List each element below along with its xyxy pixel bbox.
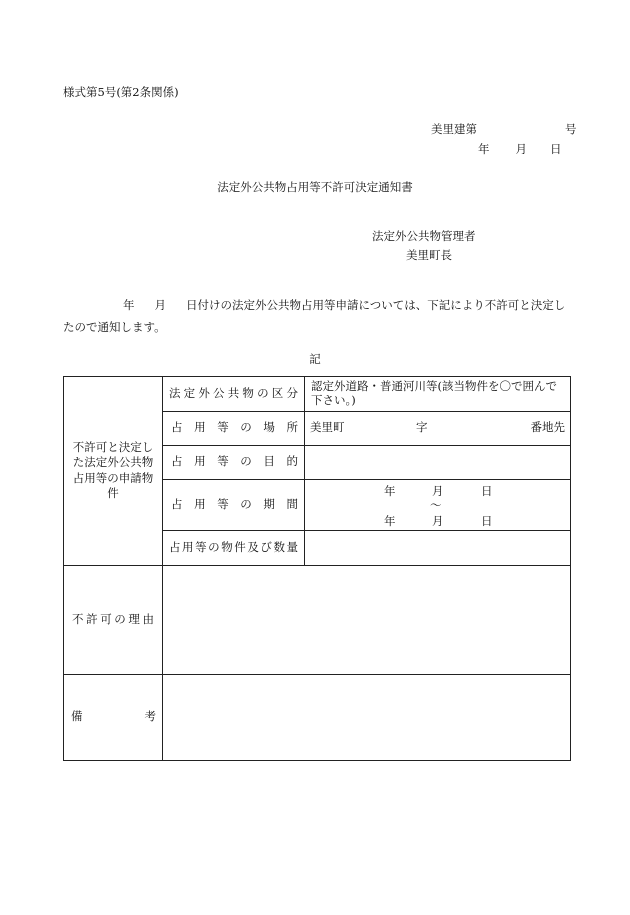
body-year: 年 bbox=[123, 298, 135, 312]
period-start-day: 日 bbox=[481, 483, 493, 498]
remarks-value[interactable] bbox=[163, 674, 571, 760]
purpose-label: 占用等の目的 bbox=[163, 445, 305, 479]
issuer-name: 美里町長 bbox=[406, 248, 452, 262]
period-value[interactable] bbox=[305, 479, 571, 530]
category-value: 認定外道路・普通河川等(該当物件を〇で囲んで下さい。) bbox=[305, 377, 571, 412]
reference-suffix: 号 bbox=[565, 122, 577, 136]
period-end-year: 年 bbox=[384, 513, 396, 528]
issue-date-day: 日 bbox=[550, 142, 562, 156]
form-number: 様式第5号(第2条関係) bbox=[63, 85, 179, 99]
application-details-table bbox=[63, 376, 571, 761]
period-start-year: 年 bbox=[384, 483, 396, 498]
period-start-month: 月 bbox=[432, 483, 444, 498]
quantity-label: 占用等の物件及び数量 bbox=[163, 530, 305, 565]
issue-date-year: 年 bbox=[478, 142, 490, 156]
reference-prefix: 美里建第 bbox=[431, 122, 477, 136]
period-end-month: 月 bbox=[432, 513, 444, 528]
body-month: 月 bbox=[154, 298, 166, 312]
table-row bbox=[64, 674, 571, 760]
reason-label: 不許可の理由 bbox=[64, 565, 163, 674]
period-tilde: 〜 bbox=[430, 497, 442, 512]
period-label: 占用等の期間 bbox=[163, 479, 305, 530]
issuer-title: 法定外公共物管理者 bbox=[372, 229, 476, 243]
category-label: 法定外公共物の区分 bbox=[163, 377, 305, 412]
ki-heading: 記 bbox=[309, 352, 321, 366]
location-town: 美里町 bbox=[310, 420, 345, 435]
issue-date-month: 月 bbox=[515, 142, 527, 156]
table-row bbox=[64, 377, 571, 412]
location-value[interactable] bbox=[305, 411, 571, 445]
purpose-value[interactable] bbox=[305, 445, 571, 479]
application-group-label: 不許可と決定した法定外公共物占用等の申請物件 bbox=[64, 377, 163, 566]
document-title: 法定外公共物占用等不許可決定通知書 bbox=[217, 180, 413, 194]
reason-value[interactable] bbox=[163, 565, 571, 674]
remarks-label bbox=[64, 674, 163, 760]
issue-date-line bbox=[478, 143, 562, 157]
period-end-day: 日 bbox=[481, 513, 493, 528]
table-row bbox=[64, 565, 571, 674]
location-aza: 字 bbox=[416, 420, 428, 435]
location-banchi: 番地先 bbox=[530, 420, 565, 435]
notice-body bbox=[63, 294, 569, 338]
remarks-label-2: 考 bbox=[144, 709, 156, 724]
remarks-label-1: 備 bbox=[71, 709, 83, 724]
body-text: 日付けの法定外公共物占用等申請については、下記により不許可と決定したので通知します。 bbox=[63, 298, 566, 334]
location-label: 占用等の場所 bbox=[163, 411, 305, 445]
reference-number-line bbox=[431, 123, 577, 137]
quantity-value[interactable] bbox=[305, 530, 571, 565]
